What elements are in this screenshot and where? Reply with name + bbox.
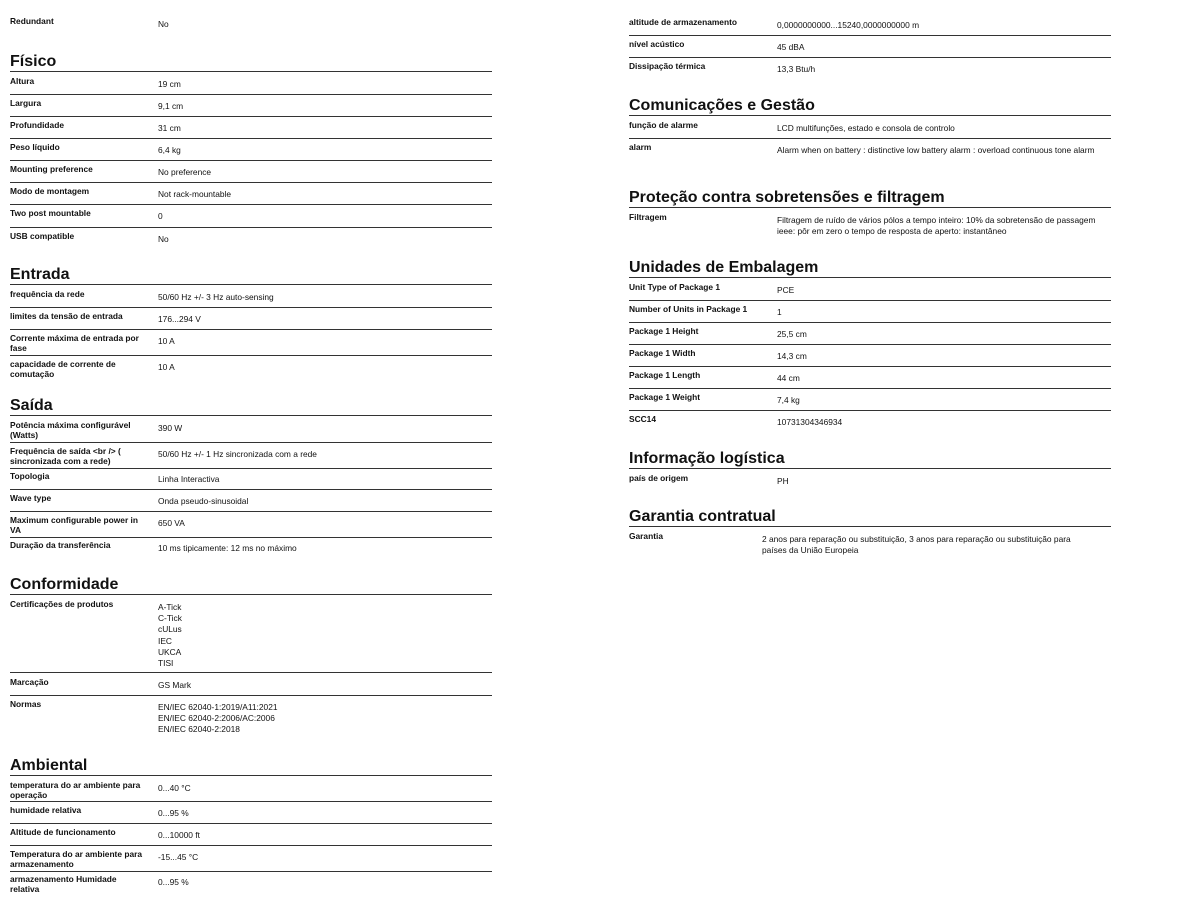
spec-label: Temperatura do ar ambiente para armazenamento [10, 849, 143, 869]
spec-label: Corrente máxima de entrada por fase [10, 333, 139, 353]
spec-label: SCC14 [629, 414, 656, 424]
spec-label: função de alarme [629, 120, 698, 130]
section-header-garantia [629, 507, 1111, 527]
spec-row-modo-montagem [10, 187, 492, 205]
spec-label: capacidade de corrente de comutação [10, 359, 116, 379]
spec-value: Not rack-mountable [158, 189, 232, 199]
spec-label: Two post mountable [10, 208, 91, 218]
spec-row-humidade-relativa [10, 806, 492, 824]
section-title: Conformidade [10, 576, 119, 593]
spec-row-certificacoes [10, 600, 492, 673]
spec-label: Dissipação térmica [629, 61, 706, 71]
spec-label: Unit Type of Package 1 [629, 282, 721, 292]
spec-value: 0,0000000000...15240,0000000000 m [777, 20, 920, 30]
spec-label: Package 1 Weight [629, 392, 701, 402]
spec-label: Certificações de produtos [10, 599, 114, 609]
spec-value: 0...40 °C [158, 783, 191, 793]
section-header-conformidade [10, 575, 492, 595]
spec-value: 6,4 kg [158, 145, 181, 155]
spec-row-dissipacao-termica [629, 62, 1111, 82]
spec-row-pais-origem [629, 474, 1111, 494]
spec-label: Marcação [10, 677, 49, 687]
spec-row-package-weight [629, 393, 1111, 411]
section-title: Saída [10, 397, 53, 414]
spec-row-peso-liquido [10, 143, 492, 161]
spec-row-nivel-acustico [629, 40, 1111, 58]
spec-label: Maximum configurable power in VA [10, 515, 138, 535]
spec-value: 50/60 Hz +/- 3 Hz auto-sensing [158, 292, 274, 302]
spec-label: Peso líquido [10, 142, 60, 152]
spec-value: A-Tick C-Tick cULus IEC UKCA TISI [158, 602, 182, 669]
spec-label: país de origem [629, 473, 689, 483]
spec-value: 0...10000 ft [158, 830, 200, 840]
spec-label: Package 1 Height [629, 326, 699, 336]
spec-row-altitude-funcionamento [10, 828, 492, 846]
spec-row-frequencia-rede [10, 290, 492, 308]
section-header-embalagem [629, 258, 1111, 278]
spec-value: 25,5 cm [777, 329, 807, 339]
spec-label: Number of Units in Package 1 [629, 304, 748, 314]
spec-value: 31 cm [158, 123, 181, 133]
spec-row-garantia [629, 532, 1111, 562]
spec-row-limites-tensao [10, 312, 492, 330]
spec-value: 13,3 Btu/h [777, 64, 816, 74]
spec-row-duracao-transferencia [10, 541, 492, 561]
section-title: Informação logística [629, 450, 785, 467]
spec-row-topologia [10, 472, 492, 490]
spec-label: Redundant [10, 16, 54, 26]
spec-value: 9,1 cm [158, 101, 184, 111]
spec-value: 10731304346934 [777, 417, 843, 427]
section-header-fisico [10, 52, 492, 72]
spec-value: 1 [777, 307, 782, 317]
spec-value: Onda pseudo-sinusoidal [158, 496, 249, 506]
spec-label: Wave type [10, 493, 52, 503]
section-title: Comunicações e Gestão [629, 97, 815, 114]
spec-value: No [158, 234, 169, 244]
spec-row-package-height [629, 327, 1111, 345]
spec-label: Largura [10, 98, 42, 108]
spec-value: 7,4 kg [777, 395, 800, 405]
spec-value: PCE [777, 285, 795, 295]
spec-label: Altitude de funcionamento [10, 827, 116, 837]
spec-value: 10 A [158, 362, 175, 372]
spec-value: 45 dBA [777, 42, 805, 52]
spec-row-corrente-maxima [10, 334, 492, 356]
spec-value: 10 A [158, 336, 175, 346]
spec-row-two-post-mountable [10, 209, 492, 228]
section-title: Proteção contra sobretensões e filtragem [629, 189, 945, 206]
spec-row-profundidade [10, 121, 492, 139]
section-title: Garantia contratual [629, 508, 776, 525]
spec-row-unit-type [629, 283, 1111, 301]
section-title: Entrada [10, 266, 70, 283]
spec-value: 10 ms tipicamente: 12 ms no máximo [158, 543, 297, 553]
spec-label: Package 1 Width [629, 348, 696, 358]
spec-value: 176...294 V [158, 314, 201, 324]
section-header-saida [10, 396, 492, 416]
section-header-ambiental [10, 756, 492, 776]
spec-value: 0...95 % [158, 808, 189, 818]
spec-label: Package 1 Length [629, 370, 701, 380]
spec-value: 390 W [158, 423, 183, 433]
spec-label: USB compatible [10, 231, 75, 241]
spec-row-altitude-armazenamento [629, 18, 1111, 36]
spec-value: GS Mark [158, 680, 192, 690]
spec-value: 0...95 % [158, 877, 189, 887]
section-header-comunicacoes [629, 96, 1111, 116]
spec-value: -15...45 °C [158, 852, 199, 862]
spec-row-potencia-maxima [10, 421, 492, 443]
spec-value: LCD multifunções, estado e consola de controlo [777, 123, 955, 133]
spec-label: Garantia [629, 531, 663, 541]
spec-row-alarm [629, 143, 1111, 171]
spec-row-humidade-armazenamento [10, 875, 492, 899]
spec-row-temp-armazenamento [10, 850, 492, 872]
section-header-protecao [629, 188, 1111, 208]
spec-row-altura [10, 77, 492, 95]
spec-label: limites da tensão de entrada [10, 311, 123, 321]
spec-value: Linha Interactiva [158, 474, 220, 484]
spec-row-filtragem [629, 213, 1111, 243]
spec-label: armazenamento Humidade relativa [10, 874, 117, 894]
spec-row-mounting-preference [10, 165, 492, 183]
section-header-logistica [629, 449, 1111, 469]
spec-label: Profundidade [10, 120, 64, 130]
spec-label: Filtragem [629, 212, 667, 222]
spec-row-wave-type [10, 494, 492, 512]
spec-row-frequencia-saida [10, 447, 492, 469]
spec-row-temp-operacao [10, 781, 492, 802]
spec-label: altitude de armazenamento [629, 17, 737, 27]
section-title: Unidades de Embalagem [629, 259, 819, 276]
spec-value: 44 cm [777, 373, 800, 383]
spec-label: Frequência de saída <br /> ( sincronizada com a rede) [10, 446, 121, 466]
spec-label: temperatura do ar ambiente para operação [10, 780, 141, 800]
spec-label: Potência máxima configurável (Watts) [10, 420, 131, 440]
spec-value: No [158, 19, 169, 29]
spec-label: Altura [10, 76, 35, 86]
spec-row-package-width [629, 349, 1111, 367]
spec-value: 14,3 cm [777, 351, 807, 361]
spec-value: No preference [158, 167, 212, 177]
spec-row-redundant [10, 17, 492, 39]
spec-row-funcao-alarme [629, 121, 1111, 139]
section-title: Físico [10, 53, 57, 70]
spec-row-marcacao [10, 678, 492, 696]
spec-label: Mounting preference [10, 164, 93, 174]
spec-value: EN/IEC 62040-1:2019/A11:2021 EN/IEC 62040-2:2006/AC:2006 EN/IEC 62040-2:2018 [158, 702, 278, 735]
spec-row-normas [10, 700, 492, 738]
spec-label: Topologia [10, 471, 50, 481]
spec-row-largura [10, 99, 492, 117]
spec-value: 50/60 Hz +/- 1 Hz sincronizada com a rede [158, 449, 317, 459]
section-header-entrada [10, 265, 492, 285]
spec-label: Normas [10, 699, 42, 709]
spec-value: PH [777, 476, 789, 486]
spec-value: 650 VA [158, 518, 185, 528]
spec-label: nível acústico [629, 39, 685, 49]
spec-value: Alarm when on battery : distinctive low battery alarm : overload continuous tone alarm [777, 145, 1095, 155]
spec-label: Duração da transferência [10, 540, 111, 550]
spec-value: 19 cm [158, 79, 181, 89]
spec-row-usb-compatible [10, 232, 492, 252]
spec-row-capacidade-comutacao [10, 360, 492, 384]
spec-label: frequência da rede [10, 289, 85, 299]
spec-row-package-length [629, 371, 1111, 389]
section-title: Ambiental [10, 757, 88, 774]
spec-row-number-of-units [629, 305, 1111, 323]
spec-row-scc14 [629, 415, 1111, 435]
spec-value: 0 [158, 211, 163, 221]
spec-label: humidade relativa [10, 805, 82, 815]
spec-label: Modo de montagem [10, 186, 90, 196]
spec-value: 2 anos para reparação ou substituição, 3 anos para reparação ou substituição para países da União Europeia [762, 534, 1071, 556]
spec-value: Filtragem de ruído de vários pólos a tempo inteiro: 10% da sobretensão de passagem ieee: pôr em zero o tempo de resposta de aperto: instantâneo [777, 215, 1096, 237]
spec-label: alarm [629, 142, 652, 152]
spec-row-max-config-power-va [10, 516, 492, 538]
